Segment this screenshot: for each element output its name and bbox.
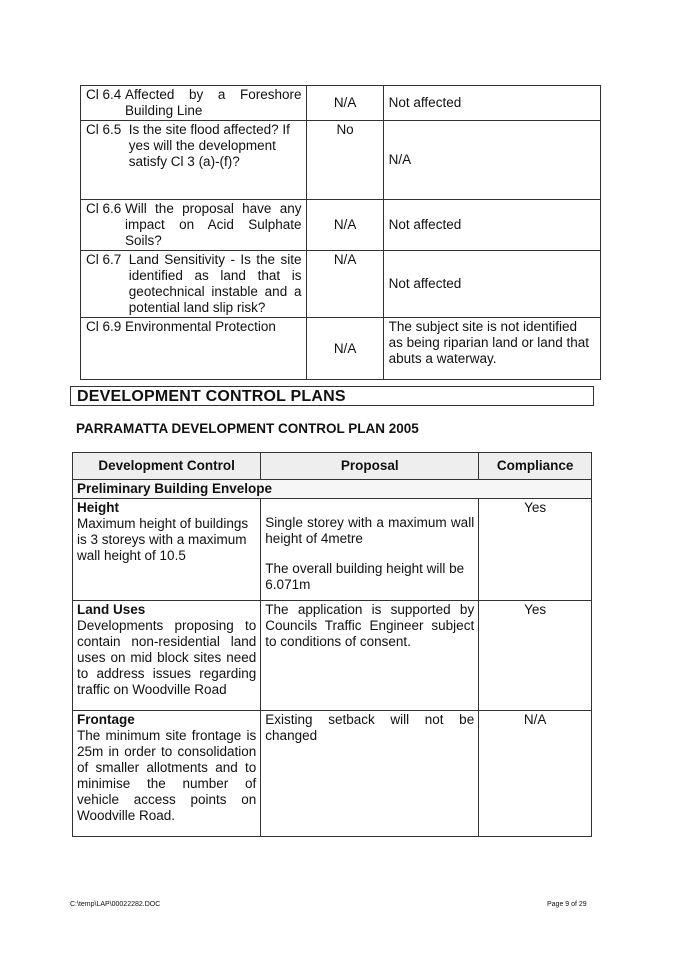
control-cell bbox=[73, 601, 261, 711]
header-compliance: Compliance bbox=[479, 453, 592, 480]
clause-number: Cl 6.9 bbox=[86, 319, 122, 334]
compliance-cell: N/A bbox=[479, 711, 592, 837]
table-row bbox=[81, 318, 601, 380]
clause-text: Will the proposal have any impact on Acid Sulphate Soils? bbox=[125, 201, 302, 248]
section-row bbox=[73, 480, 592, 499]
proposal-cell bbox=[261, 499, 479, 601]
clause-text: Environmental Protection bbox=[125, 319, 276, 334]
table-row bbox=[73, 601, 592, 711]
proposal-text: The application is supported by Councils Traffic Engineer subject to conditions of consent. bbox=[265, 602, 475, 649]
clause-comment: Not affected bbox=[383, 251, 600, 318]
table-row bbox=[73, 499, 592, 601]
proposal-cell bbox=[261, 601, 479, 711]
clause-table bbox=[80, 85, 601, 380]
table-row bbox=[81, 86, 601, 121]
footer-page-number: Page 9 of 29 bbox=[547, 901, 587, 908]
clause-status: No bbox=[307, 121, 383, 200]
clause-number: Cl 6.4 bbox=[86, 87, 122, 102]
clause-text: Is the site flood affected? If yes will the development satisfy Cl 3 (a)-(f)? bbox=[128, 122, 290, 169]
control-title: Height bbox=[77, 500, 119, 515]
clause-comment: The subject site is not identified as being riparian land or land that abuts a waterway. bbox=[383, 318, 600, 380]
clause-cell bbox=[81, 86, 307, 121]
control-title: Frontage bbox=[77, 712, 135, 727]
table-row bbox=[81, 200, 601, 251]
footer-file-path: C:\temp\LAP\00022282.DOC bbox=[70, 901, 161, 908]
clause-status: N/A bbox=[307, 251, 383, 318]
header-proposal: Proposal bbox=[261, 453, 479, 480]
control-cell bbox=[73, 499, 261, 601]
proposal-text: Existing setback will not be changed bbox=[265, 712, 475, 743]
control-text: Maximum height of buildings is 3 storeys with a maximum wall height of 10.5 bbox=[77, 516, 249, 563]
table-row bbox=[81, 251, 601, 318]
clause-number: Cl 6.5 bbox=[86, 122, 122, 137]
control-title: Land Uses bbox=[77, 602, 146, 617]
proposal-extra: The overall building height will be 6.071m bbox=[265, 561, 465, 592]
clause-text: Affected by a Foreshore Building Line bbox=[125, 87, 302, 118]
control-text: The minimum site frontage is 25m in order to consolidation of smaller allotments and to minimise the number of vehicle access points on Woodville Road. bbox=[77, 728, 257, 823]
clause-comment: Not affected bbox=[383, 200, 600, 251]
clause-comment: N/A bbox=[383, 121, 600, 200]
table-row bbox=[73, 711, 592, 837]
clause-number: Cl 6.6 bbox=[86, 201, 122, 216]
clause-status: N/A bbox=[307, 86, 383, 121]
compliance-cell: Yes bbox=[479, 499, 592, 601]
clause-cell bbox=[81, 318, 307, 380]
clause-cell bbox=[81, 121, 307, 200]
plan-title: PARRAMATTA DEVELOPMENT CONTROL PLAN 2005 bbox=[76, 421, 419, 436]
clause-comment: Not affected bbox=[383, 86, 600, 121]
control-text: Developments proposing to contain non-residential land uses on mid block sites need to address issues regarding traffic on Woodville Road bbox=[77, 618, 257, 697]
proposal-cell bbox=[261, 711, 479, 837]
control-cell bbox=[73, 711, 261, 837]
clause-status: N/A bbox=[307, 318, 383, 380]
clause-text: Land Sensitivity - Is the site identified as land that is geotechnical instable and a potential land slip risk? bbox=[128, 252, 302, 315]
section-label: Preliminary Building Envelope bbox=[73, 480, 592, 499]
compliance-cell: Yes bbox=[479, 601, 592, 711]
table-header-row bbox=[73, 453, 592, 480]
proposal-text: Single storey with a maximum wall height of 4metre bbox=[265, 515, 475, 546]
clause-cell bbox=[81, 200, 307, 251]
table-row bbox=[81, 121, 601, 200]
clause-number: Cl 6.7 bbox=[86, 252, 122, 267]
section-title: DEVELOPMENT CONTROL PLANS bbox=[70, 386, 594, 406]
header-development-control: Development Control bbox=[73, 453, 261, 480]
dcp-table bbox=[72, 452, 592, 837]
clause-cell bbox=[81, 251, 307, 318]
clause-status: N/A bbox=[307, 200, 383, 251]
